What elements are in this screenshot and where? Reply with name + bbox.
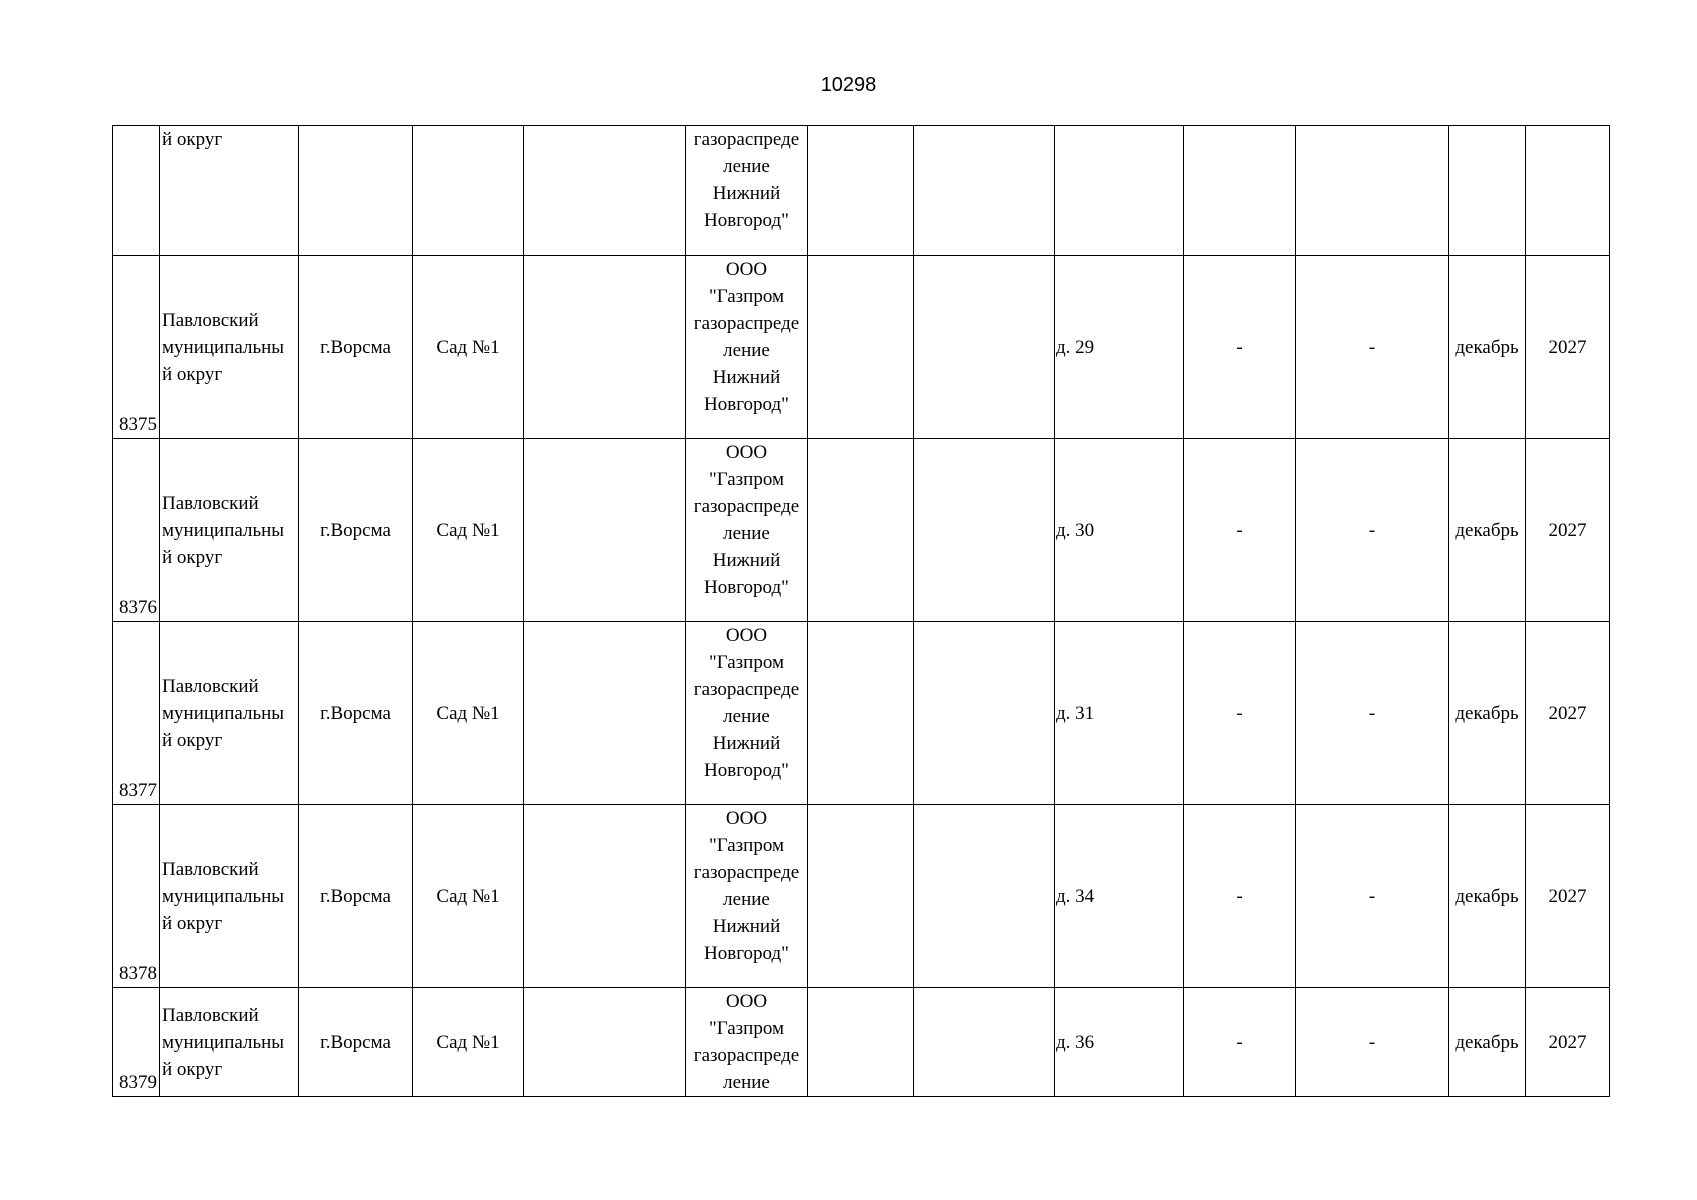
cell-empty <box>914 126 1055 256</box>
cell-empty <box>808 256 914 439</box>
cell-city <box>299 988 413 1097</box>
col9-value: - <box>1236 1031 1243 1053</box>
cell-num <box>113 439 160 622</box>
house-value: д. 31 <box>1056 702 1095 724</box>
org-line: ление <box>723 706 770 727</box>
cell-district <box>160 805 299 988</box>
year-value: 2027 <box>1548 336 1587 358</box>
cell-city <box>299 805 413 988</box>
cell-district <box>160 256 299 439</box>
cell-house <box>1055 622 1184 805</box>
col9-value: - <box>1236 336 1243 358</box>
row-number: 8375 <box>119 414 157 435</box>
cell-empty <box>524 988 686 1097</box>
org-line: "Газпром <box>708 286 785 307</box>
cell-empty <box>808 988 914 1097</box>
street-value: Сад №1 <box>436 1031 500 1053</box>
cell-col10 <box>1296 988 1449 1097</box>
house-value: д. 29 <box>1056 336 1095 358</box>
cell-org <box>686 126 808 256</box>
cell-district <box>160 439 299 622</box>
row-number: 8379 <box>119 1072 157 1093</box>
cell-year <box>1526 439 1610 622</box>
house-value: д. 34 <box>1056 885 1095 907</box>
city-value: г.Ворсма <box>320 1031 391 1053</box>
street-value: Сад №1 <box>436 885 500 907</box>
cell-empty <box>808 439 914 622</box>
district-line: й округ <box>162 912 223 934</box>
street-value: Сад №1 <box>436 336 500 358</box>
row-number: 8377 <box>119 780 157 801</box>
cell-year <box>1526 622 1610 805</box>
table-row <box>113 256 1610 439</box>
cell-city <box>299 126 413 256</box>
cell-num <box>113 256 160 439</box>
row-number: 8376 <box>119 597 157 618</box>
col10-value: - <box>1368 702 1376 724</box>
district-line: й округ <box>162 729 223 751</box>
cell-num <box>113 805 160 988</box>
street-value: Сад №1 <box>436 702 500 724</box>
table-row <box>113 439 1610 622</box>
table-row-continuation <box>113 126 1610 256</box>
district-line: муниципальны <box>162 885 285 907</box>
cell-street <box>413 126 524 256</box>
cell-district <box>160 988 299 1097</box>
street-value: Сад №1 <box>436 519 500 541</box>
cell-empty <box>524 622 686 805</box>
district-tail: й округ <box>162 129 223 150</box>
cell-empty <box>524 805 686 988</box>
cell-num <box>113 988 160 1097</box>
cell-empty <box>524 256 686 439</box>
cell-city <box>299 256 413 439</box>
org-line: ление <box>723 156 770 177</box>
cell-year <box>1526 805 1610 988</box>
cell-col10 <box>1296 256 1449 439</box>
org-line: газораспреде <box>693 129 800 150</box>
org-line: "Газпром <box>708 1018 785 1039</box>
org-line: Новгород" <box>704 760 789 781</box>
year-value: 2027 <box>1548 885 1587 907</box>
cell-street <box>413 622 524 805</box>
cell-street <box>413 439 524 622</box>
cell-district <box>160 622 299 805</box>
col9-value: - <box>1236 519 1243 541</box>
cell-street <box>413 805 524 988</box>
cell-house <box>1055 988 1184 1097</box>
cell-month <box>1449 256 1526 439</box>
cell-empty <box>524 126 686 256</box>
org-line: ление <box>723 1072 770 1093</box>
cell-col10 <box>1296 622 1449 805</box>
cell-house <box>1055 439 1184 622</box>
org-line: "Газпром <box>708 652 785 673</box>
org-line: Новгород" <box>704 577 789 598</box>
org-line: ООО <box>725 625 768 646</box>
cell-empty <box>808 805 914 988</box>
org-line: ление <box>723 523 770 544</box>
cell-district <box>160 126 299 256</box>
year-value: 2027 <box>1548 702 1587 724</box>
org-line: ООО <box>725 991 768 1012</box>
col10-value: - <box>1368 885 1376 907</box>
city-value: г.Ворсма <box>320 519 391 541</box>
cell-empty <box>914 256 1055 439</box>
org-line: Новгород" <box>704 943 789 964</box>
cell-empty <box>914 805 1055 988</box>
org-line: ООО <box>725 259 768 280</box>
month-value: декабрь <box>1455 519 1519 541</box>
month-value: декабрь <box>1455 885 1519 907</box>
district-line: й округ <box>162 1058 223 1080</box>
cell-month <box>1449 622 1526 805</box>
district-line: Павловский <box>162 1004 259 1026</box>
city-value: г.Ворсма <box>320 885 391 907</box>
org-line: ООО <box>725 808 768 829</box>
org-line: ООО <box>725 442 768 463</box>
house-value: д. 36 <box>1056 1031 1095 1053</box>
table-row <box>113 622 1610 805</box>
cell-col9 <box>1184 126 1296 256</box>
cell-col10 <box>1296 805 1449 988</box>
cell-col9 <box>1184 256 1296 439</box>
cell-org <box>686 256 808 439</box>
col10-value: - <box>1368 519 1376 541</box>
cell-org <box>686 439 808 622</box>
cell-month <box>1449 439 1526 622</box>
cell-empty <box>808 126 914 256</box>
cell-house <box>1055 805 1184 988</box>
cell-empty <box>914 988 1055 1097</box>
month-value: декабрь <box>1455 702 1519 724</box>
cell-year <box>1526 988 1610 1097</box>
cell-empty <box>808 622 914 805</box>
month-value: декабрь <box>1455 336 1519 358</box>
org-line: "Газпром <box>708 835 785 856</box>
district-line: муниципальны <box>162 1031 285 1053</box>
cell-org <box>686 622 808 805</box>
table-row <box>113 805 1610 988</box>
table-body <box>113 126 1610 1097</box>
registry-table <box>112 125 1610 1097</box>
org-line: Нижний <box>712 916 781 937</box>
district-line: Павловский <box>162 858 259 880</box>
cell-year <box>1526 126 1610 256</box>
cell-col10 <box>1296 439 1449 622</box>
row-number: 8378 <box>119 963 157 984</box>
cell-year <box>1526 256 1610 439</box>
col9-value: - <box>1236 885 1243 907</box>
district-line: Павловский <box>162 309 259 331</box>
cell-month <box>1449 988 1526 1097</box>
cell-num <box>113 622 160 805</box>
col10-value: - <box>1368 1031 1376 1053</box>
district-line: Павловский <box>162 675 259 697</box>
cell-house <box>1055 126 1184 256</box>
cell-month <box>1449 126 1526 256</box>
cell-empty <box>524 439 686 622</box>
cell-empty <box>914 439 1055 622</box>
org-line: Нижний <box>712 183 781 204</box>
org-line: Нижний <box>712 367 781 388</box>
org-line: газораспреде <box>693 862 800 883</box>
cell-empty <box>914 622 1055 805</box>
cell-col9 <box>1184 988 1296 1097</box>
table-row <box>113 988 1610 1097</box>
year-value: 2027 <box>1548 519 1587 541</box>
org-line: ление <box>723 340 770 361</box>
org-line: газораспреде <box>693 496 800 517</box>
house-value: д. 30 <box>1056 519 1095 541</box>
city-value: г.Ворсма <box>320 702 391 724</box>
col9-value: - <box>1236 702 1243 724</box>
month-value: декабрь <box>1455 1031 1519 1053</box>
org-line: ление <box>723 889 770 910</box>
col10-value: - <box>1368 336 1376 358</box>
org-line: газораспреде <box>693 1045 800 1066</box>
org-line: Нижний <box>712 733 781 754</box>
district-line: й округ <box>162 363 223 385</box>
cell-street <box>413 256 524 439</box>
org-line: газораспреде <box>693 313 800 334</box>
cell-city <box>299 439 413 622</box>
org-line: Новгород" <box>704 210 789 231</box>
org-line: Нижний <box>712 550 781 571</box>
org-line: Новгород" <box>704 394 789 415</box>
cell-month <box>1449 805 1526 988</box>
district-line: й округ <box>162 546 223 568</box>
cell-org <box>686 988 808 1097</box>
cell-org <box>686 805 808 988</box>
cell-col9 <box>1184 439 1296 622</box>
cell-col10 <box>1296 126 1449 256</box>
page-number: 10298 <box>820 74 877 96</box>
district-line: муниципальны <box>162 702 285 724</box>
org-line: газораспреде <box>693 679 800 700</box>
cell-col9 <box>1184 622 1296 805</box>
org-line: "Газпром <box>708 469 785 490</box>
cell-city <box>299 622 413 805</box>
year-value: 2027 <box>1548 1031 1587 1053</box>
district-line: муниципальны <box>162 519 285 541</box>
cell-house <box>1055 256 1184 439</box>
district-line: муниципальны <box>162 336 285 358</box>
city-value: г.Ворсма <box>320 336 391 358</box>
cell-street <box>413 988 524 1097</box>
district-line: Павловский <box>162 492 259 514</box>
cell-col9 <box>1184 805 1296 988</box>
cell-num <box>113 126 160 256</box>
